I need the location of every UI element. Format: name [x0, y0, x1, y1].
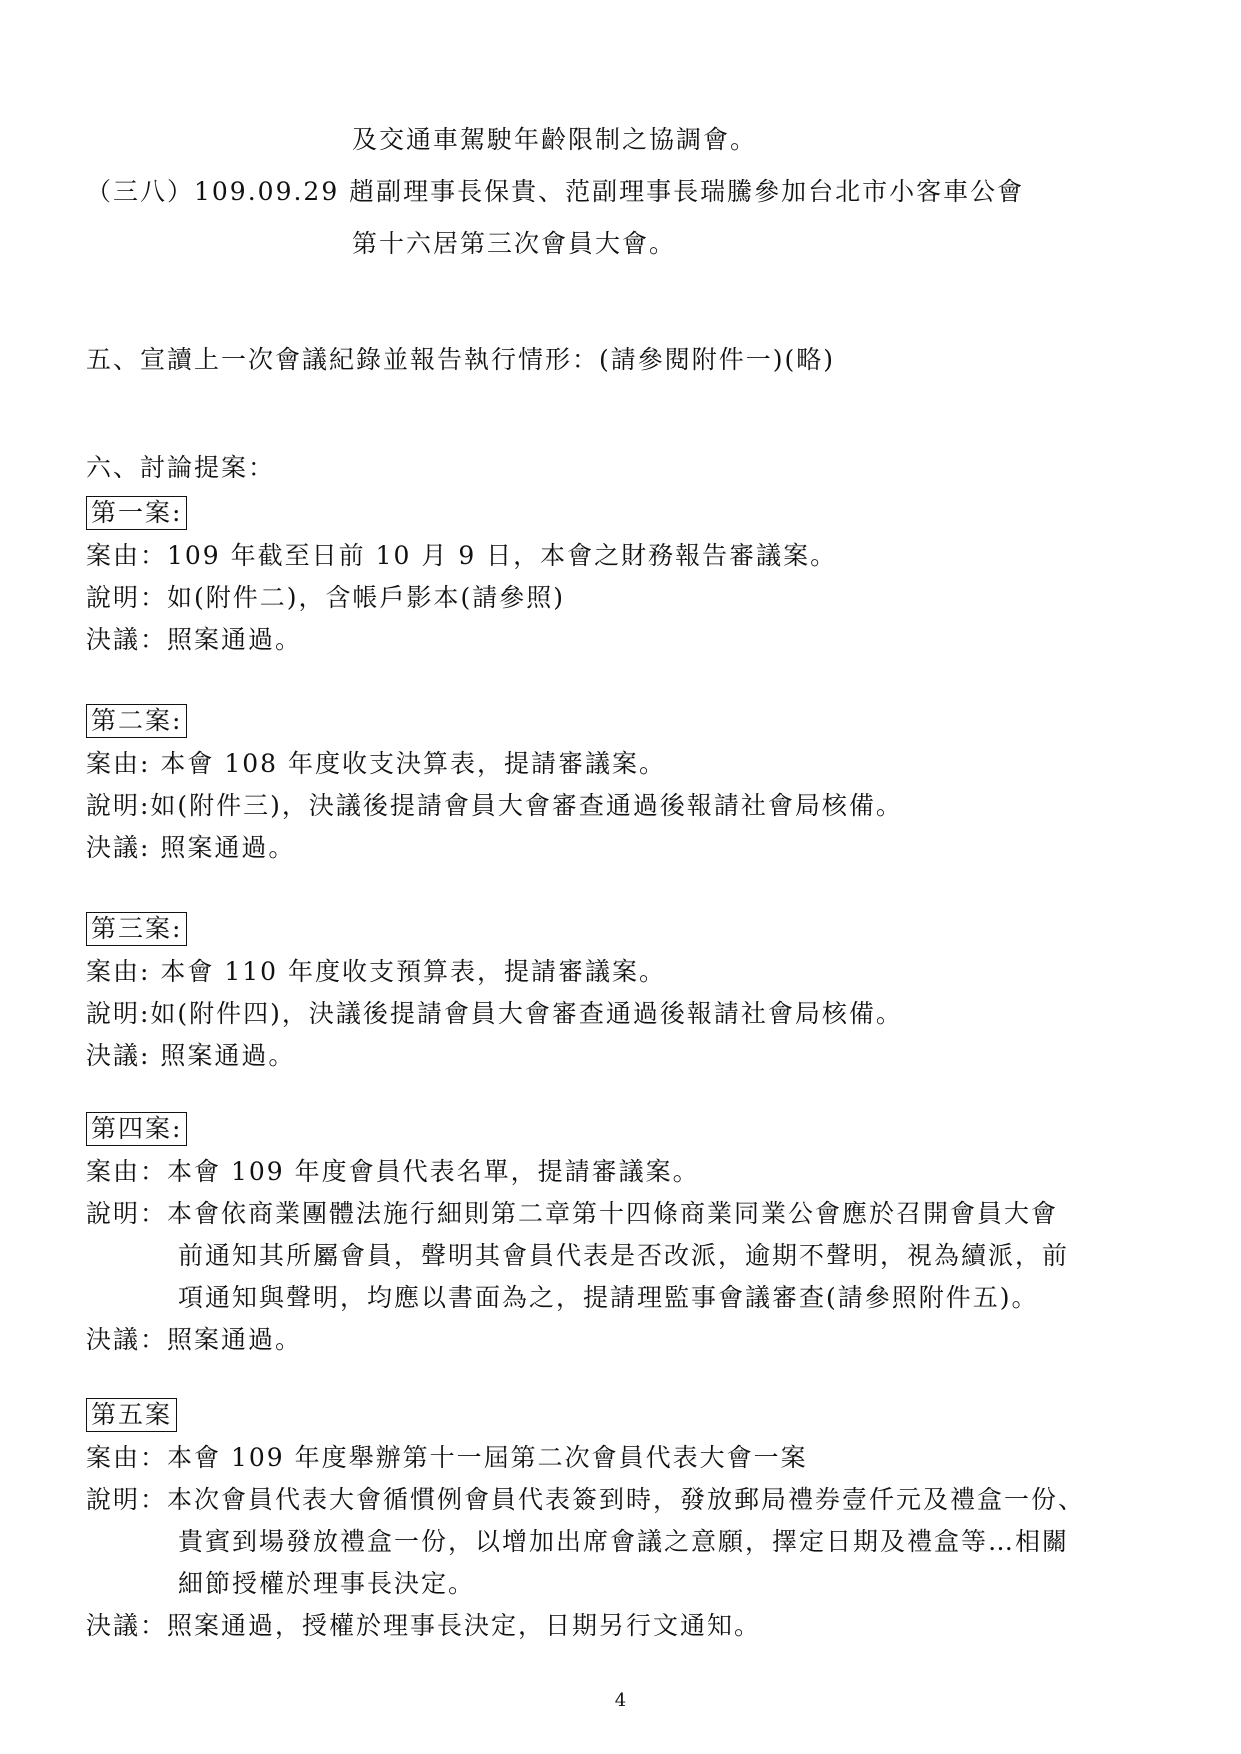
case-4-reason: 案由：本會 109 年度會員代表名單，提請審議案。 — [86, 1157, 700, 1186]
section-five: 五、宣讀上一次會議紀錄並報告執行情形：(請參閱附件一)(略) — [86, 345, 836, 374]
case-5-resolution: 決議：照案通過，授權於理事長決定，日期另行文通知。 — [86, 1611, 762, 1640]
case-3-reason: 案由: 本會 110 年度收支預算表，提請審議案。 — [86, 957, 666, 986]
case-4-heading: 第四案: — [86, 1112, 187, 1146]
case-2-resolution: 決議: 照案通過。 — [86, 833, 296, 862]
case-1-reason: 案由：109 年截至日前 10 月 9 日，本會之財務報告審議案。 — [86, 541, 838, 570]
page-number: 4 — [614, 1690, 627, 1711]
case-5-explanation-1: 說明：本次會員代表大會循慣例會員代表簽到時，發放郵局禮券壹仟元及禮盒一份、 — [86, 1485, 1086, 1514]
case-4-explanation-1: 說明：本會依商業團體法施行細則第二章第十四條商業同業公會應於召開會員大會 — [86, 1199, 1059, 1228]
case-2-reason: 案由: 本會 108 年度收支決算表，提請審議案。 — [86, 749, 666, 778]
case-3-heading: 第三案: — [86, 912, 187, 946]
case-5-heading: 第五案 — [86, 1398, 177, 1432]
case-1-resolution: 決議：照案通過。 — [86, 625, 303, 654]
case-5-explanation-2: 貴賓到場發放禮盒一份，以增加出席會議之意願，擇定日期及禮盒等…相關 — [178, 1527, 1070, 1556]
case-5-reason: 案由：本會 109 年度舉辦第十一屆第二次會員代表大會一案 — [86, 1443, 808, 1472]
case-4-explanation-3: 項通知與聲明，均應以書面為之，提請理監事會議審查(請參照附件五)。 — [178, 1283, 1039, 1312]
item-38: （三八）109.09.29 趙副理事長保貴、范副理事長瑞騰參加台北市小客車公會 — [86, 177, 1025, 206]
case-1-heading: 第一案: — [86, 496, 187, 530]
case-3-explanation: 說明:如(附件四)，決議後提請會員大會審查通過後報請社會局核備。 — [86, 999, 903, 1028]
section-six: 六、討論提案： — [86, 453, 276, 482]
case-4-resolution: 決議：照案通過。 — [86, 1325, 303, 1354]
case-2-explanation: 說明:如(附件三)，決議後提請會員大會審查通過後報請社會局核備。 — [86, 791, 903, 820]
case-4-explanation-2: 前通知其所屬會員，聲明其會員代表是否改派，逾期不聲明，視為續派，前 — [178, 1241, 1070, 1270]
case-2-heading: 第二案: — [86, 704, 187, 738]
case-3-resolution: 決議: 照案通過。 — [86, 1041, 296, 1070]
case-1-explanation: 說明：如(附件二)，含帳戶影本(請參照) — [86, 583, 566, 612]
line-coordination-meeting: 及交通車駕駛年齡限制之協調會。 — [352, 125, 758, 154]
item-38-continued: 第十六居第三次會員大會。 — [352, 229, 677, 258]
case-5-explanation-3: 細節授權於理事長決定。 — [178, 1569, 476, 1598]
